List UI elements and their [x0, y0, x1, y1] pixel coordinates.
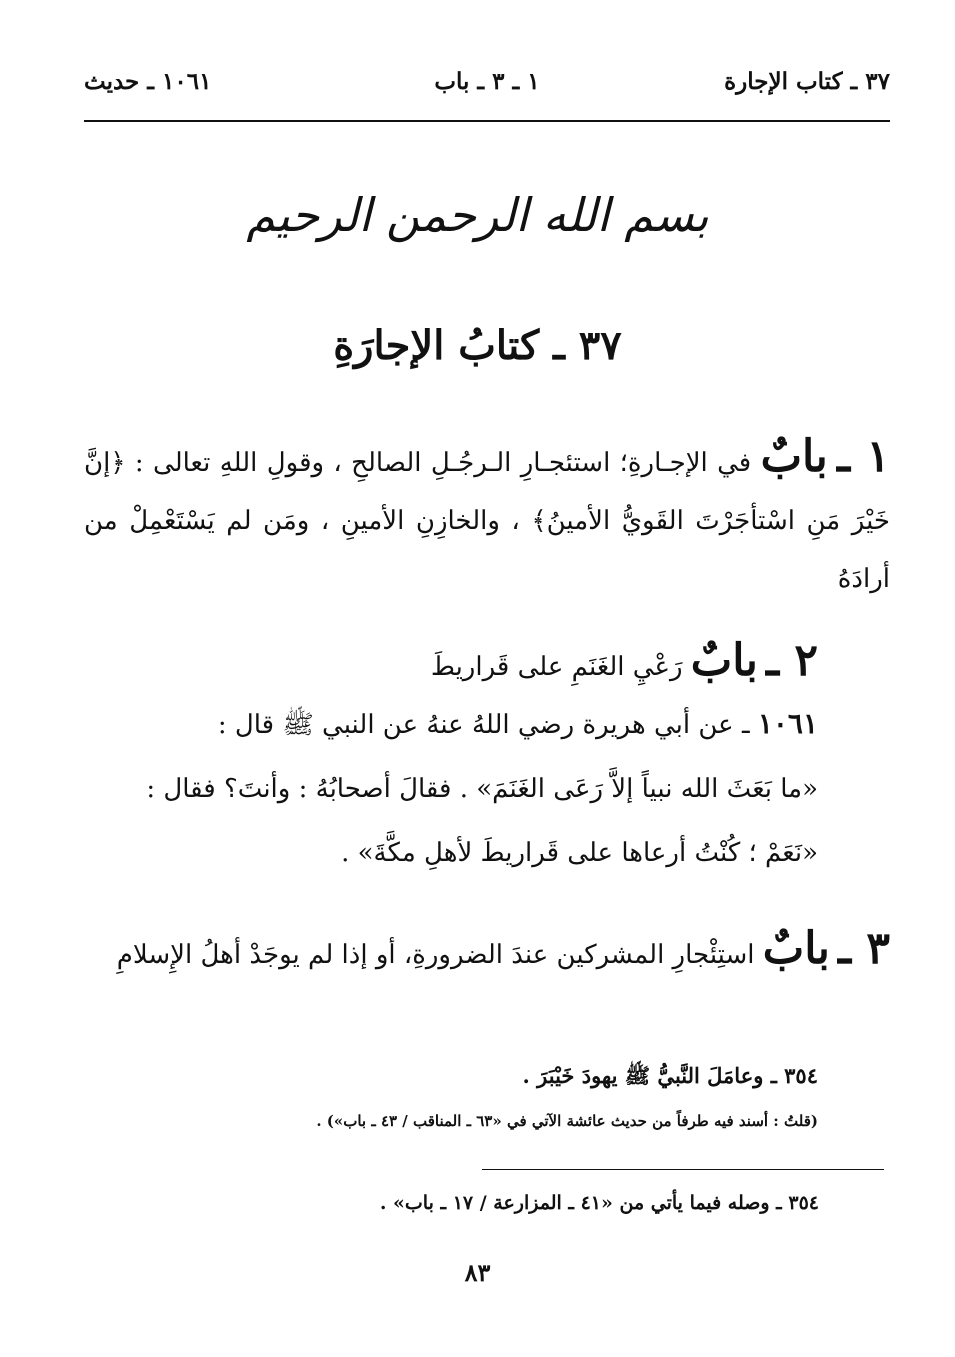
section-bab-2-paragraph — [84, 632, 890, 696]
hadith-line-3: «نَعَمْ ؛ كُنْتُ أرعاها على قَراريطَ لأهلِ مكَّةَ» . — [341, 838, 818, 868]
section-bab-1-heading: بابٌ — [760, 431, 828, 482]
muallaq-block — [84, 1056, 890, 1136]
section-bab-2-text: رَعْيِ الغَنَمِ على قَراريطَ — [430, 652, 683, 682]
running-header-chapter: ١ ـ ٣ ـ باب — [434, 68, 540, 95]
section-bab-1-number: ١ ـ — [837, 431, 891, 482]
section-bab-3-number: ٣ ـ — [838, 923, 890, 974]
section-bab-2-heading: بابٌ — [690, 635, 758, 686]
hadith-line-1-text: ـ عن أبي هريرة رضي اللهُ عنهُ عن النبي ﷺ قال : — [217, 710, 750, 740]
hadith-line-2: «ما بَعَثَ الله نبياً إلاَّ رَعَى الغَنَمَ» . فقالَ أصحابُهُ : وأنتَ؟ فقال : — [146, 774, 818, 804]
footnote-354: ٣٥٤ ـ وصله فيما يأتي من «٤١ ـ المزارعة / ١٧ ـ باب» . — [379, 1192, 819, 1214]
basmala: بسم الله الرحمن الرحيم — [246, 188, 709, 242]
section-bab-3-heading: بابٌ — [762, 923, 830, 974]
section-bab-1-paragraph — [84, 428, 890, 608]
hadith-line-1 — [84, 692, 890, 757]
hadith-block — [84, 692, 890, 885]
page-number: ٨٣ — [464, 1258, 491, 1287]
running-header-book: ٣٧ ـ كتاب الإجارة — [724, 68, 890, 95]
section-bab-1-text: في الإجـارةِ؛ استئجـارِ الـرجُـلِ الصالحِ ، وقولِ اللهِ تعالى : ﴿إنَّ خَيْرَ مَنِ اسْتأجَرْتَ القَويُّ الأمينُ﴾ ، والخازِنِ الأمينِ ، ومَن لم يَسْتَعْمِلْ من أرادَهُ — [84, 448, 890, 594]
chapter-title: ٣٧ ـ كتابُ الإجارَةِ — [333, 322, 622, 369]
hadith-number: ١٠٦١ — [757, 707, 818, 740]
footnote-divider — [482, 1169, 884, 1170]
section-bab-3-paragraph — [84, 918, 890, 986]
section-bab-3-text: استِئْجارِ المشركين عندَ الضرورةِ، أو إذا لم يوجَدْ أهلُ الإِسلامِ — [116, 940, 755, 970]
running-header — [84, 68, 890, 106]
section-bab-3 — [84, 918, 890, 986]
editor-note: (قلتُ : أسند فيه طرفاً من حديث عائشة الآتي في «٦٣ ـ المناقب / ٤٣ ـ باب») . — [316, 1112, 818, 1130]
section-bab-2 — [84, 632, 890, 696]
muallaq-354: ٣٥٤ ـ وعامَلَ النَّبيُّ ﷺ يهودَ خَيْبَرَ . — [522, 1063, 818, 1088]
section-bab-1 — [84, 428, 890, 608]
running-header-hadith-range: ١٠٦١ ـ حديث — [84, 68, 212, 95]
section-bab-2-number: ٢ ـ — [766, 635, 818, 686]
header-divider — [84, 120, 890, 122]
